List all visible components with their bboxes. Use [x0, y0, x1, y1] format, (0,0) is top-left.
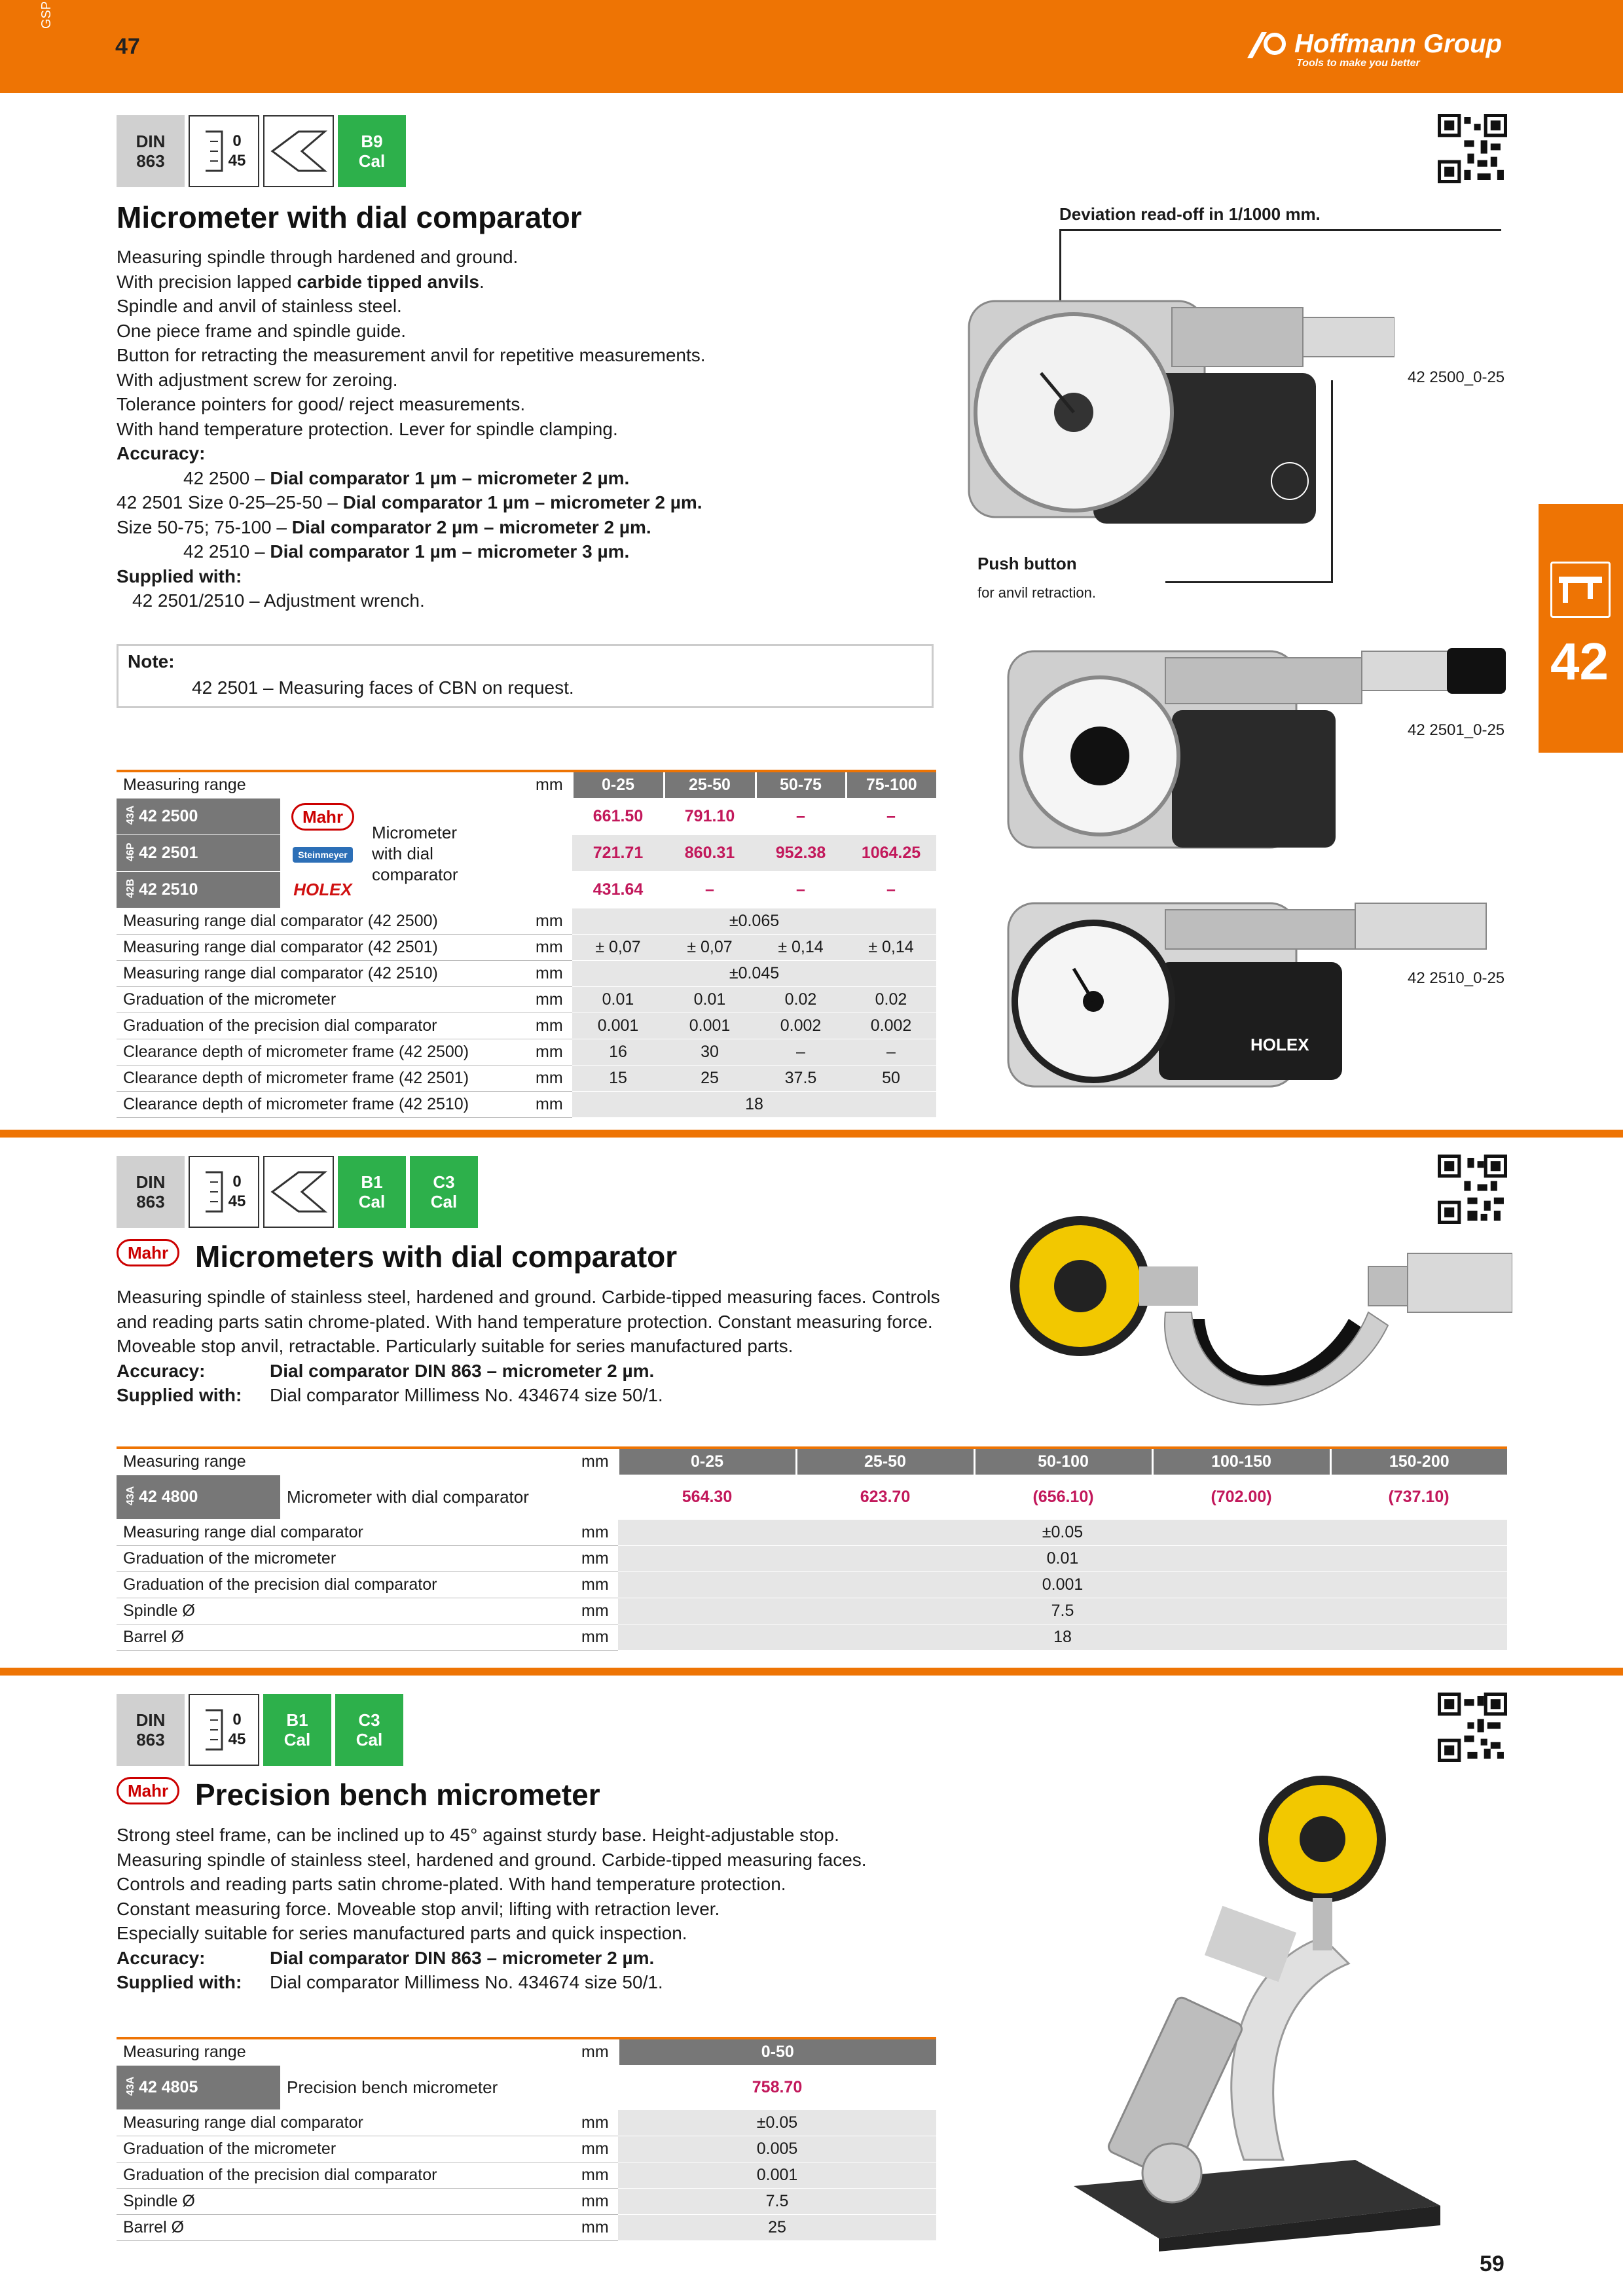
section2-title: Micrometers with dial comparator	[195, 1240, 678, 1274]
wedge-icon	[263, 115, 334, 187]
push-button-callout: Push button	[977, 554, 1077, 573]
price-cell: 952.38	[756, 835, 846, 872]
brand-name: Hoffmann Group	[1294, 29, 1503, 58]
gsp-label: GSP	[39, 1, 54, 29]
table-row: Barrel Ø mm 18	[117, 1624, 1507, 1651]
din-badge: DIN 863	[117, 1156, 185, 1228]
brand-logo-mahr: Mahr	[291, 803, 354, 831]
col-header: 0-25	[618, 1448, 796, 1475]
page-ref: 47	[115, 34, 140, 59]
price-cell: 1064.25	[846, 835, 936, 872]
micrometer-frame-icon	[202, 1169, 228, 1215]
price-cell: –	[756, 798, 846, 835]
micrometer-image-1	[962, 281, 1395, 543]
table-row: Barrel Ø mm 25	[117, 2215, 936, 2241]
table-row: Measuring range dial comparator mm ±0.05	[117, 2110, 936, 2136]
section2-description: Measuring spindle of stainless steel, hardened and ground. Carbide-tipped measuring faces. Controls and reading parts satin chrome-plated. With hand temperature protection. Constant measuring force. Moveable stop anvil, retractable. Particularly suitable for series manufactured parts. Accuracy: Dial comparator DIN 863 – micrometer 2 µm. Supplied with: Dial comparator Millimess No. 434674 size 50/1.	[117, 1287, 940, 1405]
article-description: Precision bench micrometer	[280, 2066, 575, 2110]
section-separator	[0, 1668, 1623, 1676]
brand-tagline: Tools to make you better	[1296, 58, 1420, 69]
micrometer-image-2	[1002, 645, 1512, 854]
col-header: 100-150	[1152, 1448, 1330, 1475]
price-cell: (737.10)	[1330, 1475, 1507, 1520]
micrometer-image-4	[1002, 1214, 1512, 1430]
svg-text:HOLEX: HOLEX	[1250, 1035, 1309, 1054]
article-number[interactable]: 43A 42 2500	[117, 798, 280, 835]
section3-description: Strong steel frame, can be inclined up to 45° against sturdy base. Height-adjustable stop. Measuring spindle of stainless steel, hardened and ground. Carbide-tipped measuring faces. Controls and reading parts satin chrome-plated. With hand temperature protection. Constant measuring force. Moveable stop anvil; lifting with retraction lever. Especially suitable for series manufactured parts and quick inspection. Accuracy: Dial comparator DIN 863 – micrometer 2 µm. Supplied with: Dial comparator Millimess No. 434674 size 50/1.	[117, 1825, 867, 1992]
table-row: Clearance depth of micrometer frame (42 2501) mm 15 25 37.5 50	[117, 1066, 936, 1092]
col-header: 25-50	[664, 771, 756, 798]
micrometer-image-3	[1002, 897, 1512, 1093]
table-head-unit: mm	[529, 771, 572, 798]
table-row: Measuring range dial comparator (42 2501) mm ± 0,07 ± 0,07 ± 0,14 ± 0,14	[117, 935, 936, 961]
callout-line	[1331, 380, 1333, 583]
price-cell: –	[846, 872, 936, 908]
section3-title: Precision bench micrometer	[195, 1778, 600, 1812]
table-row: Graduation of the micrometer mm 0.005	[117, 2136, 936, 2162]
article-description: Micrometer with dial comparator	[365, 798, 529, 908]
table-row: Clearance depth of micrometer frame (42 2510) mm 18	[117, 1092, 936, 1118]
calibration-badge: B9 Cal	[338, 115, 406, 187]
price-cell: –	[846, 798, 936, 835]
qr-code-icon[interactable]	[1438, 114, 1507, 183]
brand-badge-mahr: Mahr	[117, 1239, 179, 1266]
section-separator	[0, 1130, 1623, 1138]
section1-title: Micrometer with dial comparator	[117, 200, 582, 234]
col-header: 50-100	[974, 1448, 1152, 1475]
table-row: Graduation of the micrometer mm 0.01 0.01 0.02 0.02	[117, 987, 936, 1013]
price-cell: (656.10)	[974, 1475, 1152, 1520]
article-number[interactable]: 43A 42 4800	[117, 1475, 280, 1520]
wedge-icon	[263, 1156, 334, 1228]
price-cell: –	[664, 872, 756, 908]
section1-badges	[117, 115, 406, 187]
price-cell: –	[756, 872, 846, 908]
hoffmann-logo-icon	[1247, 32, 1290, 58]
col-header: 0-25	[572, 771, 664, 798]
table-row: Spindle Ø mm 7.5	[117, 2189, 936, 2215]
range-badge: 0 45	[189, 1156, 259, 1228]
image-caption-2: 42 2501_0-25	[1408, 721, 1505, 739]
col-header: 50-75	[756, 771, 846, 798]
callout-line	[1059, 229, 1501, 231]
price-cell: 431.64	[572, 872, 664, 908]
callout-line	[1165, 581, 1333, 583]
din-badge: DIN 863	[117, 115, 185, 187]
col-header: 25-50	[796, 1448, 974, 1475]
table-row: Graduation of the precision dial comparator mm 0.001 0.001 0.002 0.002	[117, 1013, 936, 1039]
note-box: Note: 42 2501 – Measuring faces of CBN on request.	[117, 644, 934, 708]
brand-logo-holex: HOLEX	[293, 880, 352, 899]
push-button-sub: for anvil retraction.	[977, 584, 1096, 601]
price-cell: 758.70	[618, 2066, 936, 2110]
section1-description: Measuring spindle through hardened and ground. With precision lapped carbide tipped anvils. Spindle and anvil of stainless steel. One piece frame and spindle guide. Button for retracting the measurement anvil for repetitive measurements. With adjustment screw for zeroing. Tolerance pointers for good/ reject measurements. With hand temperature protection. Lever for spindle clamping. Accuracy: 42 2500 – Dial comparator 1 µm – micrometer 2 µm. 42 2501 Size 0-25–25-50 – Dial comparator 1 µm – micrometer 2 µm. Size 50-75; 75-100 – Dial comparator 2 µm – micrometer 2 µm. 42 2510 – Dial comparator 1 µm – micrometer 3 µm. Supplied with: 42 2501/2510 – Adjustment wrench.	[117, 247, 706, 611]
section2-badges	[117, 1156, 478, 1228]
price-cell: 721.71	[572, 835, 664, 872]
price-cell: (702.00)	[1152, 1475, 1330, 1520]
bench-micrometer-image	[1048, 1767, 1453, 2251]
col-header: 0-50	[618, 2038, 936, 2066]
price-cell: 564.30	[618, 1475, 796, 1520]
table-head-label: Measuring range	[117, 771, 529, 798]
article-number[interactable]: 42B 42 2510	[117, 872, 280, 908]
table-head-label: Measuring range	[117, 2038, 575, 2066]
caliper-icon	[1550, 562, 1611, 618]
range-badge: 0 45	[189, 115, 259, 187]
col-header: 150-200	[1330, 1448, 1507, 1475]
price-cell: 623.70	[796, 1475, 974, 1520]
brand-badge-mahr: Mahr	[117, 1777, 179, 1804]
micrometer-frame-icon	[202, 1707, 228, 1753]
chapter-tab[interactable]	[1539, 504, 1623, 753]
col-header: 75-100	[846, 771, 936, 798]
section3-table	[117, 2037, 936, 2241]
table-row: Graduation of the precision dial comparator mm 0.001	[117, 2162, 936, 2189]
qr-code-icon[interactable]	[1438, 1693, 1507, 1762]
micrometer-frame-icon	[202, 128, 228, 174]
table-row: Graduation of the micrometer mm 0.01	[117, 1546, 1507, 1572]
calibration-badge: B1 Cal	[338, 1156, 406, 1228]
article-number[interactable]: 43A 42 4805	[117, 2066, 280, 2110]
table-row: Spindle Ø mm 7.5	[117, 1598, 1507, 1624]
table-row: Graduation of the precision dial comparator mm 0.001	[117, 1572, 1507, 1598]
table-head-label: Measuring range	[117, 1448, 575, 1475]
table-head-unit: mm	[575, 1448, 618, 1475]
chapter-number: 42	[1550, 632, 1609, 691]
din-badge: DIN 863	[117, 1694, 185, 1766]
table-head-unit: mm	[575, 2038, 618, 2066]
calibration-badge: C3 Cal	[335, 1694, 403, 1766]
brand-logo	[1247, 29, 1502, 69]
calibration-badge: B1 Cal	[263, 1694, 331, 1766]
price-cell: 791.10	[664, 798, 756, 835]
header-bar	[0, 0, 1623, 93]
image-caption-1: 42 2500_0-25	[1408, 368, 1505, 386]
section3-badges	[117, 1694, 403, 1766]
brand-logo-steinmeyer: Steinmeyer	[293, 847, 352, 863]
image-caption-3: 42 2510_0-25	[1408, 969, 1505, 987]
section1-table	[117, 770, 936, 1118]
article-description: Micrometer with dial comparator	[280, 1475, 575, 1520]
table-row: Measuring range dial comparator mm ±0.05	[117, 1520, 1507, 1546]
table-row: Measuring range dial comparator (42 2500) mm ±0.065	[117, 908, 936, 935]
range-badge: 0 45	[189, 1694, 259, 1766]
price-cell: 661.50	[572, 798, 664, 835]
table-row: Clearance depth of micrometer frame (42 2500) mm 16 30 – –	[117, 1039, 936, 1066]
section2-table	[117, 1446, 1507, 1651]
deviation-callout: Deviation read-off in 1/1000 mm.	[1059, 204, 1321, 224]
page-number: 59	[1480, 2251, 1504, 2276]
article-number[interactable]: 46P 42 2501	[117, 835, 280, 872]
calibration-badge: C3 Cal	[410, 1156, 478, 1228]
price-cell: 860.31	[664, 835, 756, 872]
table-row: Measuring range dial comparator (42 2510) mm ±0.045	[117, 961, 936, 987]
